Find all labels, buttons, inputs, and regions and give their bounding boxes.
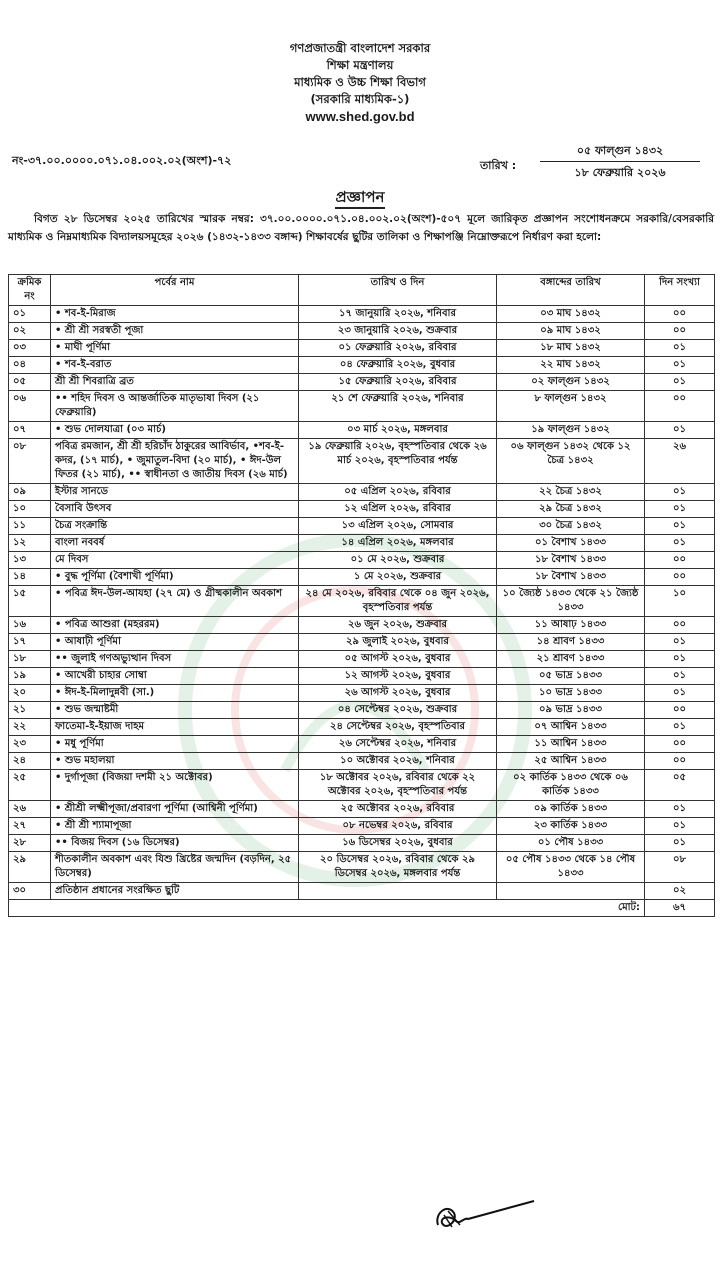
table-row (9, 374, 715, 391)
row-date: ০৪ ফেব্রুয়ারি ২০২৬, বুধবার (299, 357, 497, 374)
row-bangla-date: ১৮ বৈশাখ ১৪৩৩ (497, 552, 645, 569)
row-bangla-date: ০৬ ফাল্গুন ১৪৩২ থেকে ১২ চৈত্র ১৪৩২ (497, 439, 645, 484)
letterhead (0, 40, 720, 125)
row-bangla-date: ২২ চৈত্র ১৪৩২ (497, 484, 645, 501)
row-holiday-name: •• বিজয় দিবস (১৬ ডিসেম্বর) (51, 835, 299, 852)
row-serial: ০৬ (9, 391, 51, 422)
row-date (299, 883, 497, 900)
row-date: ১২ এপ্রিল ২০২৬, রবিবার (299, 501, 497, 518)
row-days: ০১ (645, 835, 715, 852)
row-holiday-name: ফাতেমা-ই-ইয়াজ দাহম (51, 719, 299, 736)
row-bangla-date: ০১ পৌষ ১৪৩৩ (497, 835, 645, 852)
row-holiday-name: • দুর্গাপূজা (বিজয়া দশমী ২১ অক্টোবর) (51, 770, 299, 801)
row-serial: ১২ (9, 535, 51, 552)
intro-paragraph (8, 210, 714, 246)
row-bangla-date: ০২ কার্তিক ১৪৩৩ থেকে ০৬ কার্তিক ১৪৩৩ (497, 770, 645, 801)
row-serial: ০১ (9, 306, 51, 323)
row-holiday-name: • শ্রীশ্রী লক্ষ্মীপূজা/প্রবারণা পূর্ণিমা (আশ্বিনী পূর্ণিমা) (51, 801, 299, 818)
row-date: ২৬ আগস্ট ২০২৬, বুধবার (299, 685, 497, 702)
division-name: মাধ্যমিক ও উচ্চ শিক্ষা বিভাগ (294, 75, 426, 89)
row-days: ০০ (645, 306, 715, 323)
row-holiday-name: প্রতিষ্ঠান প্রধানের সংরক্ষিত ছুটি (51, 883, 299, 900)
table-row (9, 835, 715, 852)
row-serial: ১৪ (9, 569, 51, 586)
row-holiday-name: • শব-ই-মিরাজ (51, 306, 299, 323)
row-days: ০১ (645, 340, 715, 357)
total-label: মোট: (9, 900, 645, 917)
row-serial: ০৮ (9, 439, 51, 484)
website-link[interactable]: www.shed.gov.bd (305, 109, 415, 124)
section-name: (সরকারি মাধ্যমিক-১) (310, 92, 410, 106)
row-days: ০৮ (645, 852, 715, 883)
row-serial: ২০ (9, 685, 51, 702)
row-bangla-date: ০৭ আশ্বিন ১৪৩৩ (497, 719, 645, 736)
row-date: ১ মে ২০২৬, শুক্রবার (299, 569, 497, 586)
row-bangla-date: ১১ আষাঢ় ১৪৩৩ (497, 617, 645, 634)
table-row (9, 617, 715, 634)
row-date: ২৯ জুলাই ২০২৬, বুধবার (299, 634, 497, 651)
row-date: ০৪ সেপ্টেম্বর ২০২৬, শুক্রবার (299, 702, 497, 719)
row-date: ০৮ নভেম্বর ২০২৬, রবিবার (299, 818, 497, 835)
row-holiday-name: বৈসাবি উৎসব (51, 501, 299, 518)
row-serial: ২৬ (9, 801, 51, 818)
date-block (540, 143, 700, 181)
row-holiday-name: ইস্টার সানডে (51, 484, 299, 501)
row-serial: ২৩ (9, 736, 51, 753)
row-holiday-name: • ঈদ-ই-মিলাদুন্নবী (সা.) (51, 685, 299, 702)
signature-mark (430, 1195, 540, 1240)
row-days: ০১ (645, 818, 715, 835)
row-holiday-name: • শ্রী শ্রী শ্যামাপূজা (51, 818, 299, 835)
row-serial: ০৩ (9, 340, 51, 357)
table-row (9, 818, 715, 835)
row-holiday-name: • শ্রী শ্রী সরস্বতী পূজা (51, 323, 299, 340)
row-date: ১৬ ডিসেম্বর ২০২৬, বুধবার (299, 835, 497, 852)
header-bangla-date: বঙ্গাব্দের তারিখ (497, 275, 645, 306)
table-row (9, 736, 715, 753)
table-row (9, 668, 715, 685)
row-days: ০০ (645, 702, 715, 719)
row-serial: ২৫ (9, 770, 51, 801)
table-row (9, 651, 715, 668)
row-date: ২৩ জানুয়ারি ২০২৬, শুক্রবার (299, 323, 497, 340)
row-holiday-name: শ্রী শ্রী শিবরাত্রি ব্রত (51, 374, 299, 391)
row-serial: ০৭ (9, 422, 51, 439)
total-value: ৬৭ (645, 900, 715, 917)
row-serial: ২৪ (9, 753, 51, 770)
row-serial: ২৯ (9, 852, 51, 883)
table-body (9, 306, 715, 900)
row-bangla-date: ২৩ কার্তিক ১৪৩৩ (497, 818, 645, 835)
table-row (9, 634, 715, 651)
row-days: ০০ (645, 391, 715, 422)
memo-number: নং-৩৭.০০.০০০০.০৭১.০৪.০০২.০২(অংশ)-৭২ (12, 154, 232, 167)
row-holiday-name: পবিত্র রমজান, শ্রী শ্রী হরিচাঁদ ঠাকুরের আবির্ভাব, •শব-ই-কদর, (১৭ মার্চ), • জুমাতুল-বিদা (২০ মার্চ), • ঈদ-উল ফিতর (২১ মার্চ), •• স্বাধীনতা ও জাতীয় দিবস (২৬ মার্চ) (51, 439, 299, 484)
row-bangla-date: ২৯ চৈত্র ১৪৩২ (497, 501, 645, 518)
row-holiday-name: • শব-ই-বরাত (51, 357, 299, 374)
row-date: ১৩ এপ্রিল ২০২৬, সোমবার (299, 518, 497, 535)
row-days: ২৬ (645, 439, 715, 484)
table-row (9, 484, 715, 501)
row-days: ০১ (645, 357, 715, 374)
row-serial: ১৩ (9, 552, 51, 569)
row-days: ০১ (645, 668, 715, 685)
row-date: ০৩ মার্চ ২০২৬, মঙ্গলবার (299, 422, 497, 439)
row-days: ০০ (645, 736, 715, 753)
row-date: ২৪ সেপ্টেম্বর ২০২৬, বৃহস্পতিবার (299, 719, 497, 736)
table-row (9, 569, 715, 586)
row-date: ২৫ অক্টোবর ২০২৬, রবিবার (299, 801, 497, 818)
table-row (9, 422, 715, 439)
row-bangla-date: ০৫ ভাদ্র ১৪৩৩ (497, 668, 645, 685)
table-row (9, 770, 715, 801)
row-holiday-name: • শুভ দোলযাত্রা (০৩ মার্চ) (51, 422, 299, 439)
table-row (9, 357, 715, 374)
date-label: তারিখ : (480, 159, 517, 172)
row-date: ১০ অক্টোবর ২০২৬, শনিবার (299, 753, 497, 770)
row-days: ০০ (645, 569, 715, 586)
row-days: ০১ (645, 801, 715, 818)
row-serial: ২৭ (9, 818, 51, 835)
row-holiday-name: বাংলা নববর্ষ (51, 535, 299, 552)
row-date: ১৫ ফেব্রুয়ারি ২০২৬, রবিবার (299, 374, 497, 391)
row-serial: ১৮ (9, 651, 51, 668)
date-bangla: ০৫ ফাল্গুন ১৪৩২ (540, 143, 700, 162)
row-holiday-name: শীতকালীন অবকাশ এবং যিশু খ্রিষ্টের জন্মদিন (বড়দিন, ২৫ ডিসেম্বর) (51, 852, 299, 883)
header-name: পর্বের নাম (51, 275, 299, 306)
row-bangla-date: ৮ ফাল্গুন ১৪৩২ (497, 391, 645, 422)
row-bangla-date: ১৯ ফাল্গুন ১৪৩২ (497, 422, 645, 439)
row-date: ২৬ জুন ২০২৬, শুক্রবার (299, 617, 497, 634)
row-date: ২১ শে ফেব্রুয়ারি ২০২৬, শনিবার (299, 391, 497, 422)
row-bangla-date: ১১ আশ্বিন ১৪৩৩ (497, 736, 645, 753)
table-row (9, 883, 715, 900)
row-serial: ৩০ (9, 883, 51, 900)
row-days: ০২ (645, 883, 715, 900)
table-row (9, 306, 715, 323)
row-holiday-name: চৈত্র সংক্রান্তি (51, 518, 299, 535)
row-days: ০০ (645, 617, 715, 634)
table-row (9, 552, 715, 569)
row-holiday-name: • বুদ্ধ পূর্ণিমা (বৈশাখী পূর্ণিমা) (51, 569, 299, 586)
row-date: ০১ ফেব্রুয়ারি ২০২৬, রবিবার (299, 340, 497, 357)
row-holiday-name: • শুভ মহালয়া (51, 753, 299, 770)
row-date: ০৫ আগস্ট ২০২৬, বুধবার (299, 651, 497, 668)
row-date: ১২ আগস্ট ২০২৬, বুধবার (299, 668, 497, 685)
row-serial: ০৪ (9, 357, 51, 374)
row-days: ০১ (645, 651, 715, 668)
row-bangla-date: ১৪ শ্রাবণ ১৪৩৩ (497, 634, 645, 651)
table-row (9, 501, 715, 518)
date-english: ১৮ ফেব্রুয়ারি ২০২৬ (574, 166, 666, 179)
row-days: ০১ (645, 374, 715, 391)
row-bangla-date: ২২ মাঘ ১৪৩২ (497, 357, 645, 374)
holiday-table (8, 274, 715, 917)
row-serial: ০২ (9, 323, 51, 340)
row-holiday-name: • পবিত্র আশুরা (মহররম) (51, 617, 299, 634)
row-bangla-date: ১৮ মাঘ ১৪৩২ (497, 340, 645, 357)
table-row (9, 719, 715, 736)
header-serial: ক্রমিক নং (9, 275, 51, 306)
row-date: ২০ ডিসেম্বর ২০২৬, রবিবার থেকে ২৯ ডিসেম্বর ২০২৬, মঙ্গলবার পর্যন্ত (299, 852, 497, 883)
row-serial: ১০ (9, 501, 51, 518)
row-bangla-date: ০৫ পৌষ ১৪৩৩ থেকে ১৪ পৌষ ১৪৩৩ (497, 852, 645, 883)
row-days: ০৫ (645, 770, 715, 801)
row-date: ০৫ এপ্রিল ২০২৬, রবিবার (299, 484, 497, 501)
row-date: ০১ মে ২০২৬, শুক্রবার (299, 552, 497, 569)
row-bangla-date: ০৯ কার্তিক ১৪৩৩ (497, 801, 645, 818)
intro-text: বিগত ২৮ ডিসেম্বর ২০২৫ তারিখের স্মারক নম্বর: ৩৭.০০.০০০০.০৭১.০৪.০০২.০২(অংশ)-৫০৭ মূলে জারিকৃত প্রজ্ঞাপন সংশোধনক্রমে সরকারি/বেসরকারি মাধ্যমিক ও নিম্নমাধ্যমিক বিদ্যালয়সমূহের ২০২৬ (১৪৩২-১৪৩৩ বঙ্গাব্দ) শিক্ষাবর্ষের ছুটির তালিকা ও শিক্ষাপঞ্জি নিম্নোক্তরূপে নির্ধারণ করা হলো: (8, 213, 714, 243)
row-serial: ১৬ (9, 617, 51, 634)
table-header-row (9, 275, 715, 306)
row-bangla-date: ১০ ভাদ্র ১৪৩৩ (497, 685, 645, 702)
row-bangla-date: ২৫ আশ্বিন ১৪৩৩ (497, 753, 645, 770)
row-days: ০০ (645, 552, 715, 569)
table-row (9, 702, 715, 719)
table-row (9, 518, 715, 535)
row-bangla-date: ০২ ফাল্গুন ১৪৩২ (497, 374, 645, 391)
table-row (9, 586, 715, 617)
row-days: ০১ (645, 484, 715, 501)
table-row (9, 801, 715, 818)
table-row (9, 323, 715, 340)
row-holiday-name: • মধু পূর্ণিমা (51, 736, 299, 753)
row-date: ২৬ সেপ্টেম্বর ২০২৬, শনিবার (299, 736, 497, 753)
row-bangla-date: ০১ বৈশাখ ১৪৩৩ (497, 535, 645, 552)
row-serial: ০৯ (9, 484, 51, 501)
table-row (9, 852, 715, 883)
row-holiday-name: • আষাঢ়ী পূর্ণিমা (51, 634, 299, 651)
row-serial: ১৭ (9, 634, 51, 651)
row-days: ০১ (645, 535, 715, 552)
row-days: ০০ (645, 323, 715, 340)
row-bangla-date: ১৮ বৈশাখ ১৪৩৩ (497, 569, 645, 586)
row-bangla-date: ২১ শ্রাবণ ১৪৩৩ (497, 651, 645, 668)
row-bangla-date: ০৩ মাঘ ১৪৩২ (497, 306, 645, 323)
row-bangla-date: ১০ জ্যৈষ্ঠ ১৪৩৩ থেকে ২১ জ্যৈষ্ঠ ১৪৩৩ (497, 586, 645, 617)
row-bangla-date: ০৯ ভাদ্র ১৪৩৩ (497, 702, 645, 719)
row-bangla-date: ৩০ চৈত্র ১৪৩২ (497, 518, 645, 535)
row-days: ০১ (645, 518, 715, 535)
row-serial: ১৫ (9, 586, 51, 617)
row-holiday-name: মে দিবস (51, 552, 299, 569)
row-holiday-name: • শুভ জন্মাষ্টমী (51, 702, 299, 719)
row-date: ১৭ জানুয়ারি ২০২৬, শনিবার (299, 306, 497, 323)
table-row (9, 391, 715, 422)
row-days: ০১ (645, 719, 715, 736)
row-serial: ২২ (9, 719, 51, 736)
row-days: ০১ (645, 634, 715, 651)
row-serial: ২১ (9, 702, 51, 719)
row-holiday-name: • পবিত্র ঈদ-উল-আযহা (২৭ মে) ও গ্রীষ্মকালীন অবকাশ (51, 586, 299, 617)
table-row (9, 753, 715, 770)
ministry-name: শিক্ষা মন্ত্রণালয় (326, 58, 394, 72)
row-serial: ১১ (9, 518, 51, 535)
table-row (9, 535, 715, 552)
total-row (9, 900, 715, 917)
row-bangla-date (497, 883, 645, 900)
header-date: তারিখ ও দিন (299, 275, 497, 306)
row-holiday-name: •• জুলাই গণঅভ্যুত্থান দিবস (51, 651, 299, 668)
row-serial: ১৯ (9, 668, 51, 685)
row-holiday-name: • মাঘী পূর্ণিমা (51, 340, 299, 357)
notice-title-text: প্রজ্ঞাপন (335, 188, 384, 209)
row-days: ১০ (645, 586, 715, 617)
row-date: ১৮ অক্টোবর ২০২৬, রবিবার থেকে ২২ অক্টোবর ২০২৬, বৃহস্পতিবার পর্যন্ত (299, 770, 497, 801)
table-row (9, 340, 715, 357)
table-row (9, 685, 715, 702)
row-date: ২৪ মে ২০২৬, রবিবার থেকে ০৪ জুন ২০২৬, বৃহস্পতিবার পর্যন্ত (299, 586, 497, 617)
row-serial: ২৮ (9, 835, 51, 852)
row-days: ০১ (645, 685, 715, 702)
row-days: ০০ (645, 753, 715, 770)
row-date: ১৯ ফেব্রুয়ারি ২০২৬, বৃহস্পতিবার থেকে ২৬ মার্চ ২০২৬, বৃহস্পতিবার পর্যন্ত (299, 439, 497, 484)
row-holiday-name: •• শহিদ দিবস ও আন্তর্জাতিক মাতৃভাষা দিবস (২১ ফেব্রুয়ারি) (51, 391, 299, 422)
row-days: ০১ (645, 422, 715, 439)
notice-title (0, 186, 720, 211)
row-date: ১৪ এপ্রিল ২০২৬, মঙ্গলবার (299, 535, 497, 552)
header-days: দিন সংখ্যা (645, 275, 715, 306)
row-serial: ০৫ (9, 374, 51, 391)
table-row (9, 439, 715, 484)
row-days: ০১ (645, 501, 715, 518)
row-bangla-date: ০৯ মাঘ ১৪৩২ (497, 323, 645, 340)
row-holiday-name: • আখেরী চাহার সোম্বা (51, 668, 299, 685)
govt-name: গণপ্রজাতন্ত্রী বাংলাদেশ সরকার (289, 41, 431, 55)
